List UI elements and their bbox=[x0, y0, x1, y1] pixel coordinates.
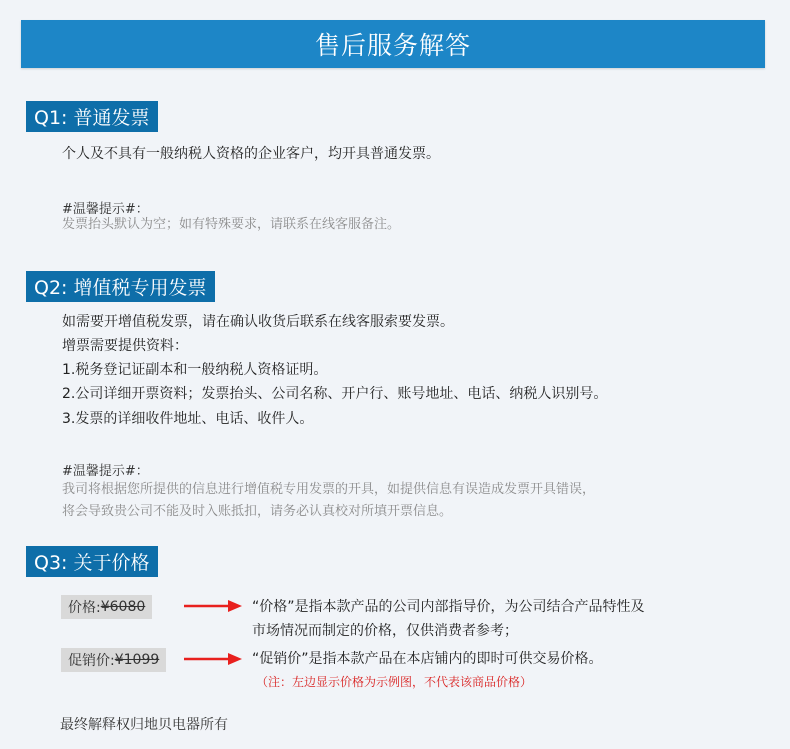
promo-label: 促销价: bbox=[68, 653, 115, 669]
price-note: （注：左边显示价格为示例图，不代表该商品价格） bbox=[256, 675, 533, 689]
promo-explain: “促销价”是指本款产品在本店铺内的即时可供交易价格。 bbox=[252, 651, 603, 667]
q2-line-4: 2.公司详细开票资料；发票抬头、公司名称、开户行、账号地址、电话、纳税人识别号。 bbox=[62, 386, 608, 402]
q1-body: 个人及不具有一般纳税人资格的企业客户，均开具普通发票。 bbox=[62, 146, 440, 162]
arrow-right-icon bbox=[184, 653, 242, 665]
promo-example-box bbox=[61, 648, 166, 672]
price-example-box bbox=[61, 595, 152, 619]
q2-tip-label: #温馨提示#： bbox=[62, 464, 149, 479]
price-label: 价格: bbox=[68, 600, 101, 616]
q1-tip-label: #温馨提示#： bbox=[62, 202, 149, 217]
price-value: ¥6080 bbox=[100, 599, 146, 615]
q2-tip-line-2: 将会导致贵公司不能及时入账抵扣，请务必认真校对所填开票信息。 bbox=[62, 504, 453, 519]
q2-line-5: 3.发票的详细收件地址、电话、收件人。 bbox=[62, 411, 314, 427]
arrow-right-icon bbox=[184, 600, 242, 612]
q2-tip-line-1: 我司将根据您所提供的信息进行增值税专用发票的开具，如提供信息有误造成发票开具错误， bbox=[62, 482, 596, 497]
q2-line-3: 1.税务登记证副本和一般纳税人资格证明。 bbox=[62, 362, 328, 378]
q2-heading: Q2: 增值税专用发票 bbox=[26, 271, 215, 302]
page-banner bbox=[21, 20, 765, 68]
q1-tip-text: 发票抬头默认为空；如有特殊要求，请联系在线客服备注。 bbox=[62, 217, 401, 232]
page-title: 售后服务解答 bbox=[314, 31, 471, 60]
footer-note: 最终解释权归地贝电器所有 bbox=[60, 717, 228, 733]
q3-heading: Q3: 关于价格 bbox=[26, 546, 158, 577]
price-explain-line-1: “价格”是指本款产品的公司内部指导价，为公司结合产品特性及 bbox=[252, 599, 645, 615]
promo-value: ¥1099 bbox=[114, 652, 160, 668]
q2-line-2: 增票需要提供资料： bbox=[62, 338, 188, 354]
q1-heading: Q1: 普通发票 bbox=[26, 101, 158, 132]
q2-line-1: 如需要开增值税发票，请在确认收货后联系在线客服索要发票。 bbox=[62, 314, 454, 330]
price-explain-line-2: 市场情况而制定的价格，仅供消费者参考； bbox=[252, 623, 518, 639]
